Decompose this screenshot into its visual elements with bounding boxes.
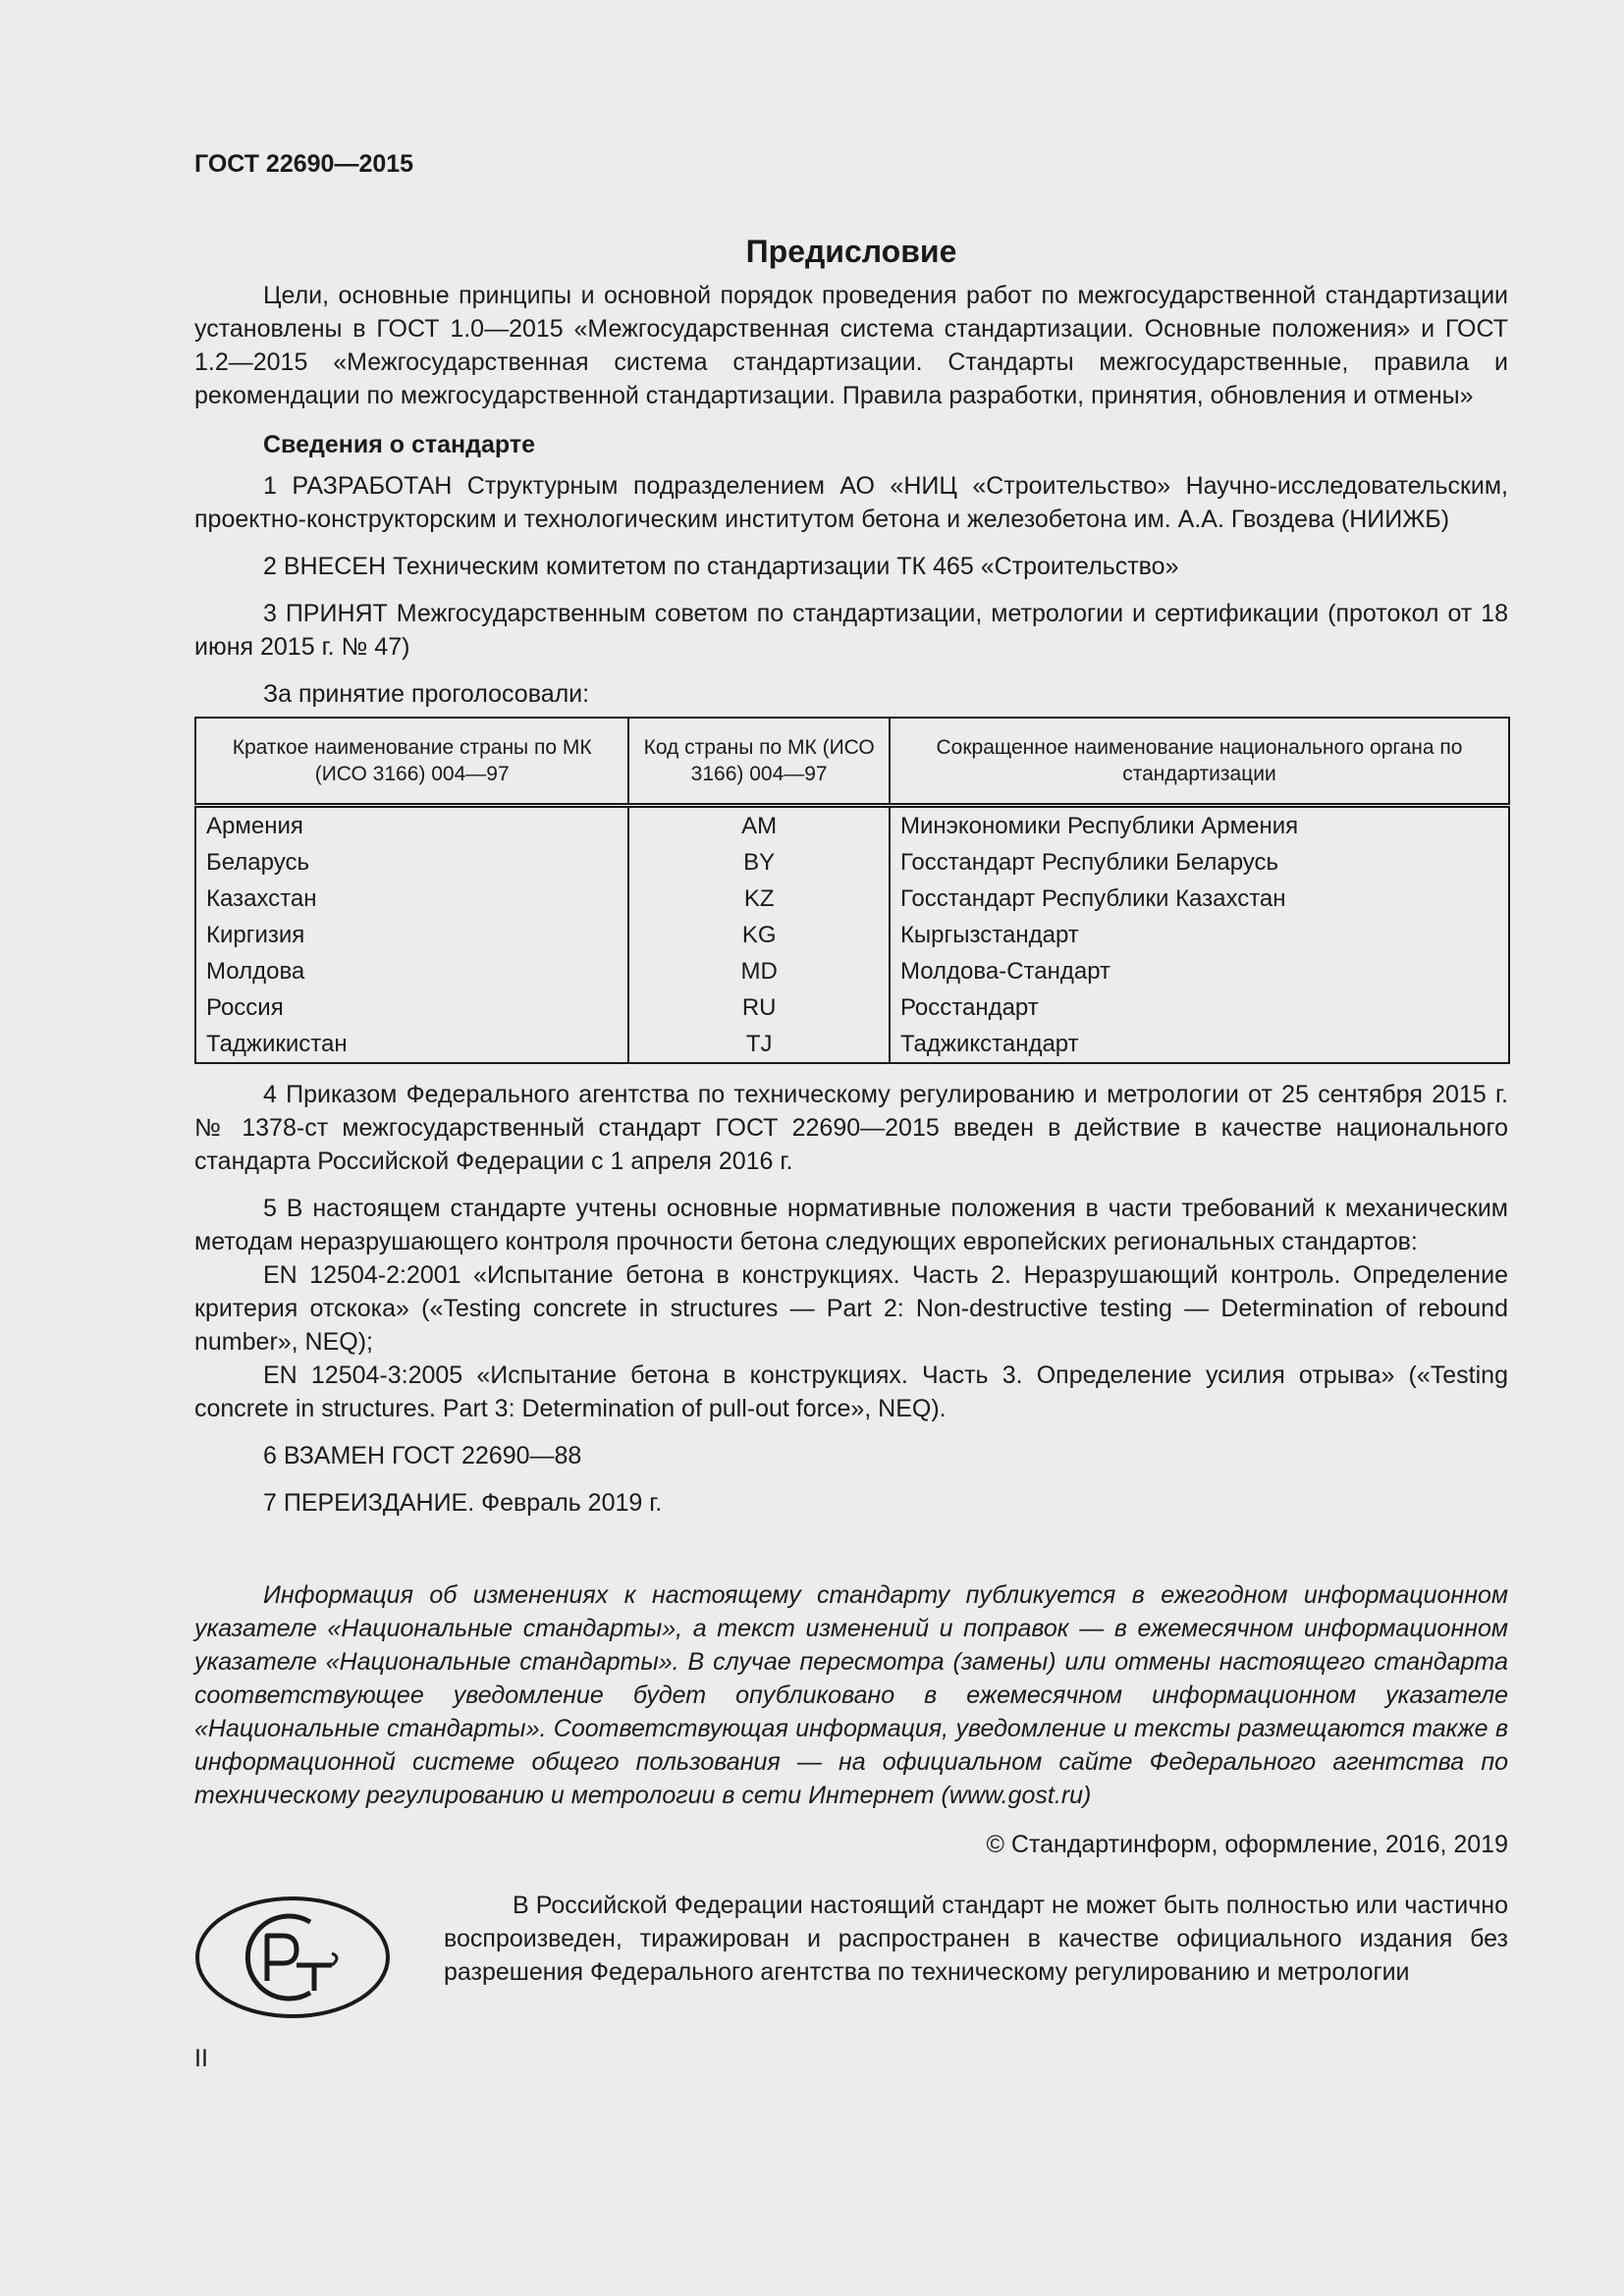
country-code: TJ [628, 1026, 890, 1063]
item-introduced: 2 ВНЕСЕН Техническим комитетом по стандартизации ТК 465 «Строительство» [263, 553, 1179, 580]
reproduction-notice: В Российской Федерации настоящий стандарт не может быть полностью или частично воспроизведен, тиражирован и распространен в качестве официального издания без разрешения Федерального агентства по техническому регулированию и метрологии [444, 1892, 1508, 1986]
intro-paragraph: Цели, основные принципы и основной порядок проведения работ по межгосударственной стандартизации установлены в ГОСТ 1.0—2015 «Межгосударственная система стандартизации. Основные положения» и ГОСТ 1.2—2015 «Межгосударственная система стандартизации. Стандарты межгосударственные, правила и рекомендации по межгосударственной стандартизации. Правила разработки, принятия, обновления и отмены» [194, 282, 1508, 409]
section-title: Предисловие [745, 234, 957, 269]
table-row [195, 881, 1509, 917]
document-page [194, 147, 1508, 2075]
country-name: Казахстан [206, 885, 317, 912]
voting-table [194, 717, 1510, 1064]
column-header-code: Код страны по МК (ИСО 3166) 004—97 [628, 718, 890, 806]
info-heading: Сведения о стандарте [263, 431, 536, 458]
country-name: Армения [206, 813, 303, 839]
item-reissue: 7 ПЕРЕИЗДАНИЕ. Февраль 2019 г. [263, 1489, 663, 1517]
standards-body: Госстандарт Республики Казахстан [890, 881, 1509, 917]
copyright-line: © Стандартинформ, оформление, 2016, 2019 [986, 1831, 1508, 1858]
standards-body: Таджикстандарт [890, 1026, 1509, 1063]
country-name: Россия [206, 994, 284, 1021]
table-row [195, 806, 1509, 845]
footer [194, 1889, 1508, 2020]
document-code: ГОСТ 22690—2015 [194, 150, 414, 178]
country-name: Молдова [206, 958, 305, 985]
country-code: AM [628, 806, 890, 845]
rst-logo-icon [194, 1895, 391, 2020]
item-en-12504-3: EN 12504-3:2005 «Испытание бетона в конструкциях. Часть 3. Определение усилия отрыва» («Testing concrete in structures. Part 3: Determination of pull-out force», NEQ). [194, 1362, 1508, 1422]
standards-body: Росстандарт [890, 989, 1509, 1026]
item-considered: 5 В настоящем стандарте учтены основные нормативные положения в части требований к механическим методам неразрушающего контроля прочности бетона следующих европейских региональных стандартов: [194, 1195, 1508, 1255]
item-en-12504-2: EN 12504-2:2001 «Испытание бетона в конструкциях. Часть 2. Неразрушающий контроль. Определение критерия отскока» («Testing concrete in structures — Part 2: Non-destructive testing — Determination of rebound number», NEQ); [194, 1261, 1508, 1356]
country-code: MD [628, 953, 890, 989]
column-header-body: Сокращенное наименование национального органа по стандартизации [890, 718, 1509, 806]
standards-body: Минэкономики Республики Армения [890, 806, 1509, 845]
table-row [195, 844, 1509, 881]
item-adopted: 3 ПРИНЯТ Межгосударственным советом по стандартизации, метрологии и сертификации (протокол от 18 июня 2015 г. № 47) [194, 600, 1508, 661]
country-code: KZ [628, 881, 890, 917]
country-code: RU [628, 989, 890, 1026]
column-header-country: Краткое наименование страны по МК (ИСО 3166) 004—97 [195, 718, 628, 806]
item-order: 4 Приказом Федерального агентства по техническому регулированию и метрологии от 25 сентября 2015 г. № 1378-ст межгосударственный стандарт ГОСТ 22690—2015 введен в действие в качестве национального стандарта Российской Федерации с 1 апреля 2016 г. [194, 1081, 1508, 1175]
standards-body: Госстандарт Республики Беларусь [890, 844, 1509, 881]
country-name: Киргизия [206, 922, 305, 948]
country-code: KG [628, 917, 890, 953]
change-notice: Информация об изменениях к настоящему стандарту публикуется в ежегодном информационном указателе «Национальные стандарты», а текст изменений и поправок — в ежемесячном информационном указателе «Национальные стандарты». В случае пересмотра (замены) или отмены настоящего стандарта соответствующее уведомление будет опубликовано в ежемесячном информационном указателе «Национальные стандарты». Соответствующая информация, уведомление и тексты размещаются также в информационной системе общего пользования — на официальном сайте Федерального агентства по техническому регулированию и метрологии в сети Интернет (www.gost.ru) [194, 1581, 1508, 1809]
country-code: BY [628, 844, 890, 881]
country-name: Таджикистан [206, 1031, 348, 1057]
item-developed: 1 РАЗРАБОТАН Структурным подразделением АО «НИЦ «Строительство» Научно-исследовательским, проектно-конструкторским и технологическим институтом бетона и железобетона им. А.А. Гвоздева (НИИЖБ) [194, 472, 1508, 533]
standards-body: Кыргызстандарт [890, 917, 1509, 953]
table-row [195, 953, 1509, 989]
table-row [195, 989, 1509, 1026]
voted-label: За принятие проголосовали: [263, 680, 590, 708]
country-name: Беларусь [206, 849, 309, 876]
table-header-row [195, 718, 1509, 806]
table-row [195, 1026, 1509, 1063]
standards-body: Молдова-Стандарт [890, 953, 1509, 989]
item-replaces: 6 ВЗАМЕН ГОСТ 22690—88 [263, 1442, 582, 1469]
page-number: II [194, 2045, 208, 2072]
table-row [195, 917, 1509, 953]
